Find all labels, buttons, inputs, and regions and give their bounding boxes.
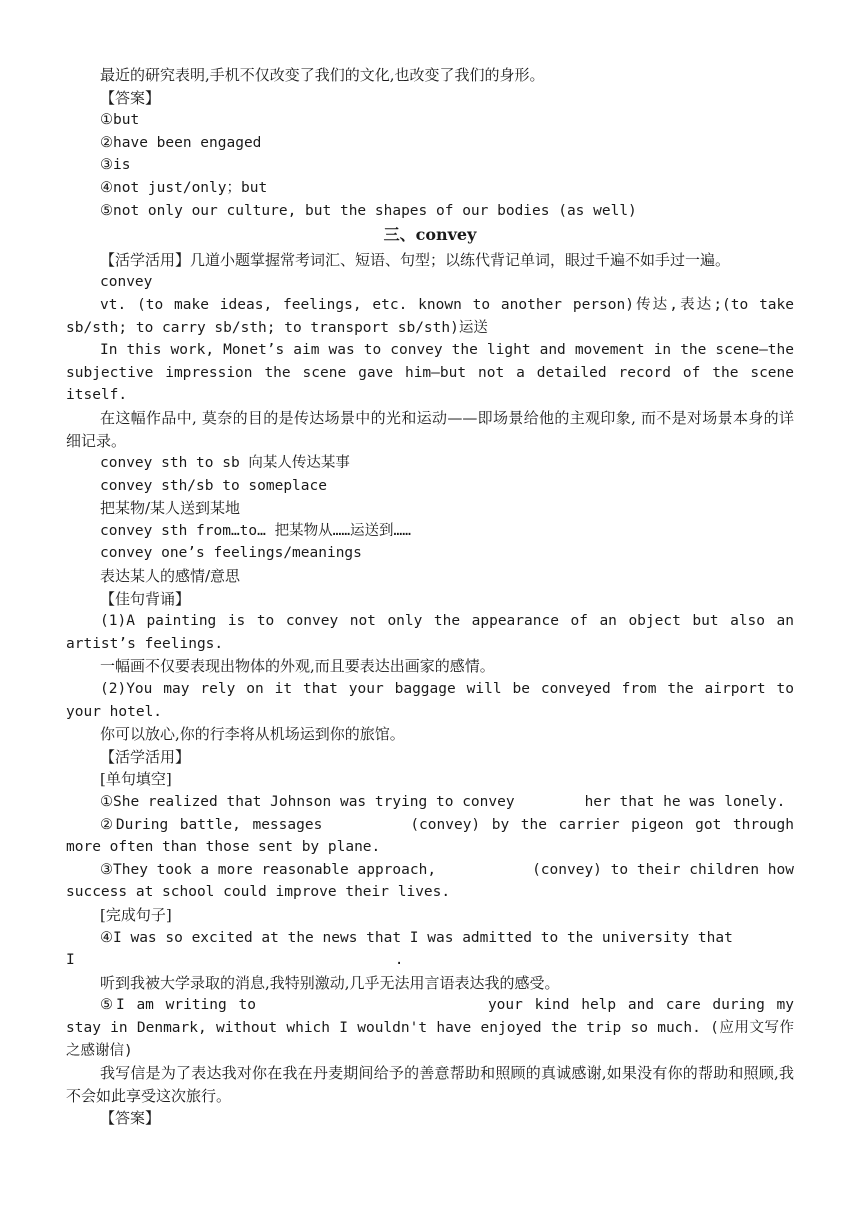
document-content [66, 64, 794, 1130]
section-heading: 三、convey [383, 225, 477, 245]
question-5-translation: 我写信是为了表达我对你在我在丹麦期间给予的善意帮助和照顾的真诚感谢,如果没有你的帮助和照顾,我不会如此享受这次旅行。 [66, 1064, 794, 1105]
practice-label: 【活学活用】 [100, 747, 191, 766]
good-sentence-2-zh: 你可以放心,你的行李将从机场运到你的旅馆。 [100, 725, 405, 744]
question-4-end: . [394, 952, 404, 969]
question-4-line-2 [66, 949, 794, 972]
question-1-part-a: ①She realized that Johnson was trying to convey [100, 794, 515, 810]
answer-2: ②have been engaged [100, 134, 262, 151]
good-sentence-1-zh: 一幅画不仅要表现出物体的外观,而且要表达出画家的感情。 [100, 657, 495, 676]
complete-sentence-label: [完成句子] [100, 905, 172, 924]
answer-1: ①but [100, 112, 140, 129]
question-5-part-b: your kind help and care during my stay in Denmark, without which I wouldn't have enjoyed the trip so much. (应用文写作之感谢信) [66, 997, 794, 1059]
example-sentence-en: In this work, Monet’s aim was to convey the light and movement in the scene—the subjective impression the scene gave him—but not a detailed record of the scene itself. [66, 342, 794, 404]
question-1 [66, 791, 794, 814]
fill-in-label: [单句填空] [100, 770, 172, 789]
question-4-translation: 听到我被大学录取的消息,我特别激动,几乎无法用言语表达我的感受。 [100, 973, 560, 992]
answer-5: ⑤not only our culture, but the shapes of our bodies (as well) [100, 202, 637, 219]
phrase-1: convey sth to sb 向某人传达某事 [100, 455, 350, 472]
question-5 [66, 994, 794, 1062]
answer-label: 【答案】 [100, 88, 161, 107]
phrase-3: 把某物/某人送到某地 [100, 499, 241, 518]
translation-line: 最近的研究表明,手机不仅改变了我们的文化,也改变了我们的身形。 [100, 66, 545, 84]
good-sentences-label: 【佳句背诵】 [100, 589, 191, 608]
answer-4: ④not just/only；but [100, 179, 268, 196]
question-3 [66, 859, 794, 904]
question-2-part-a: ②During battle, messages [100, 816, 323, 833]
question-3-part-a: ③They took a more reasonable approach, [100, 861, 437, 878]
phrase-6: 表达某人的感情/意思 [100, 567, 241, 586]
vocab-word: convey [100, 274, 153, 291]
phrase-4: convey sth from…to… 把某物从……运送到…… [100, 522, 412, 539]
question-2 [66, 814, 794, 859]
example-sentence-zh: 在这幅作品中, 莫奈的目的是传达场景中的光和运动——即场景给他的主观印象, 而不是对场景本身的详细记录。 [66, 408, 794, 450]
word-definition: vt. (to make ideas, feelings, etc. known to another person)传达,表达;(to take sb/sth; to carry sb/sth; to transport sb/sth)运送 [66, 296, 794, 336]
good-sentence-1-en: (1)A painting is to convey not only the appearance of an object but also an artist’s feelings. [66, 613, 794, 652]
question-5-part-a: ⑤I am writing to [100, 997, 256, 1014]
question-1-part-b: her that he was lonely. [584, 794, 786, 810]
intro-paragraph: 【活学活用】几道小题掌握常考词汇、短语、句型；以练代背记单词，眼过千遍不如手过一遍。 [100, 250, 731, 269]
answer-label-2: 【答案】 [100, 1109, 161, 1128]
good-sentence-2-en: (2)You may rely on it that your baggage will be conveyed from the airport to your hotel. [66, 681, 794, 720]
answer-3: ③is [100, 157, 131, 174]
question-4-line-1: ④I was so excited at the news that I was admitted to the university that [100, 929, 733, 946]
question-4-part-b: I [66, 952, 75, 969]
question-2-part-b: (convey) by the carrier pigeon got through more often than those sent by plane. [66, 816, 794, 856]
question-3-part-b: (convey) to their children how success at school could improve their lives. [66, 861, 794, 901]
phrase-5: convey one’s feelings/meanings [100, 545, 362, 562]
phrase-2: convey sth/sb to someplace [100, 477, 327, 494]
